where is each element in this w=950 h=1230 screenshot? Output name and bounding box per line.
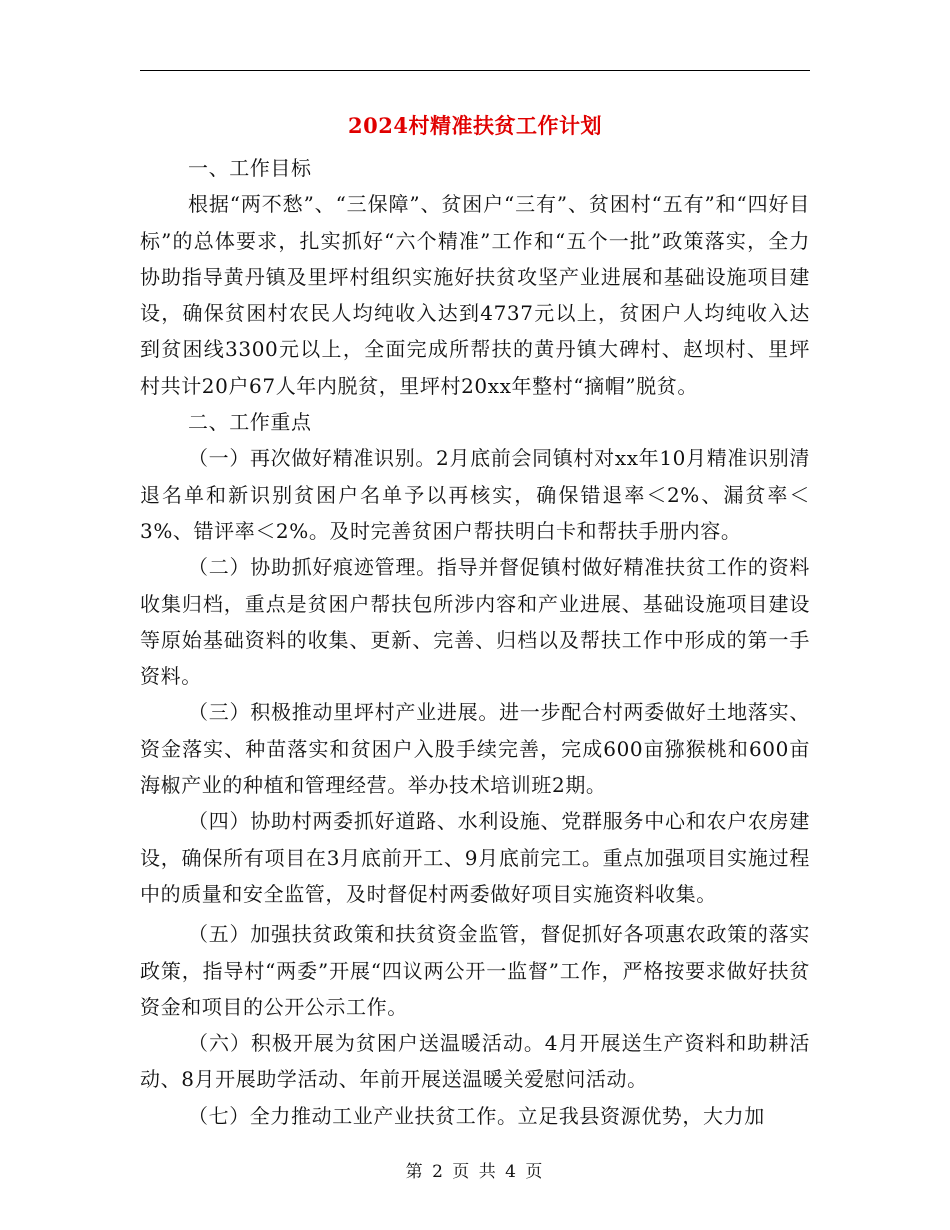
document-body <box>140 150 810 1134</box>
paragraph-item-7: （七）全力推动工业产业扶贫工作。立足我县资源优势，大力加 <box>188 1103 765 1128</box>
section-heading-priorities: 二、工作重点 <box>188 410 312 435</box>
header-rule <box>140 70 810 71</box>
paragraph-item-3: （三）积极推动里坪村产业进展。进一步配合村两委做好土地落实、资金落实、种苗落实和贫困户入股手续完善，完成600亩猕猴桃和600亩海椒产业的种植和管理经营。举办技术培训班2期。 <box>140 700 810 798</box>
paragraph-item-2: （二）协助抓好痕迹管理。指导并督促镇村做好精准扶贫工作的资料收集归档，重点是贫困户帮扶包所涉内容和产业进展、基础设施项目建设等原始基础资料的收集、更新、完善、归档以及帮扶工作中形成的第一手资料。 <box>140 555 810 689</box>
section-heading-goals: 一、工作目标 <box>188 156 312 180</box>
paragraph-goals: 根据“两不愁”、“三保障”、贫困户“三有”、贫困村“五有”和“四好目标”的总体要求，扎实抓好“六个精准”工作和“五个一批”政策落实，全力协助指导黄丹镇及里坪村组织实施好扶贫攻坚产业进展和基础设施项目建设，确保贫困村农民人均纯收入达到4737元以上，贫困户人均纯收入达到贫困线3300元以上，全面完成所帮扶的黄丹镇大碑村、赵坝村、里坪村共计20户67人年内脱贫，里坪村20xx年整村“摘帽”脱贫。 <box>140 192 810 398</box>
paragraph-item-1: （一）再次做好精准识别。2月底前会同镇村对xx年10月精准识别清退名单和新识别贫困户名单予以再核实，确保错退率＜2%、漏贫率＜3%、错评率＜2%。及时完善贫困户帮扶明白卡和帮扶手册内容。 <box>140 446 810 543</box>
paragraph-item-5: （五）加强扶贫政策和扶贫资金监管，督促抓好各项惠农政策的落实政策，指导村“两委”开展“四议两公开一监督”工作，严格按要求做好扶贫资金和项目的公开公示工作。 <box>140 922 810 1019</box>
paragraph-item-6: （六）积极开展为贫困户送温暖活动。4月开展送生产资料和助耕活动、8月开展助学活动、年前开展送温暖关爱慰问活动。 <box>140 1031 810 1092</box>
paragraph-item-4: （四）协助村两委抓好道路、水利设施、党群服务中心和农户农房建设，确保所有项目在3月底前开工、9月底前完工。重点加强项目实施过程中的质量和安全监管，及时督促村两委做好项目实施资料收集。 <box>140 809 810 906</box>
document-title: 2024村精准扶贫工作计划 <box>348 113 602 138</box>
page-number-footer: 第 2 页 共 4 页 <box>405 1162 545 1182</box>
